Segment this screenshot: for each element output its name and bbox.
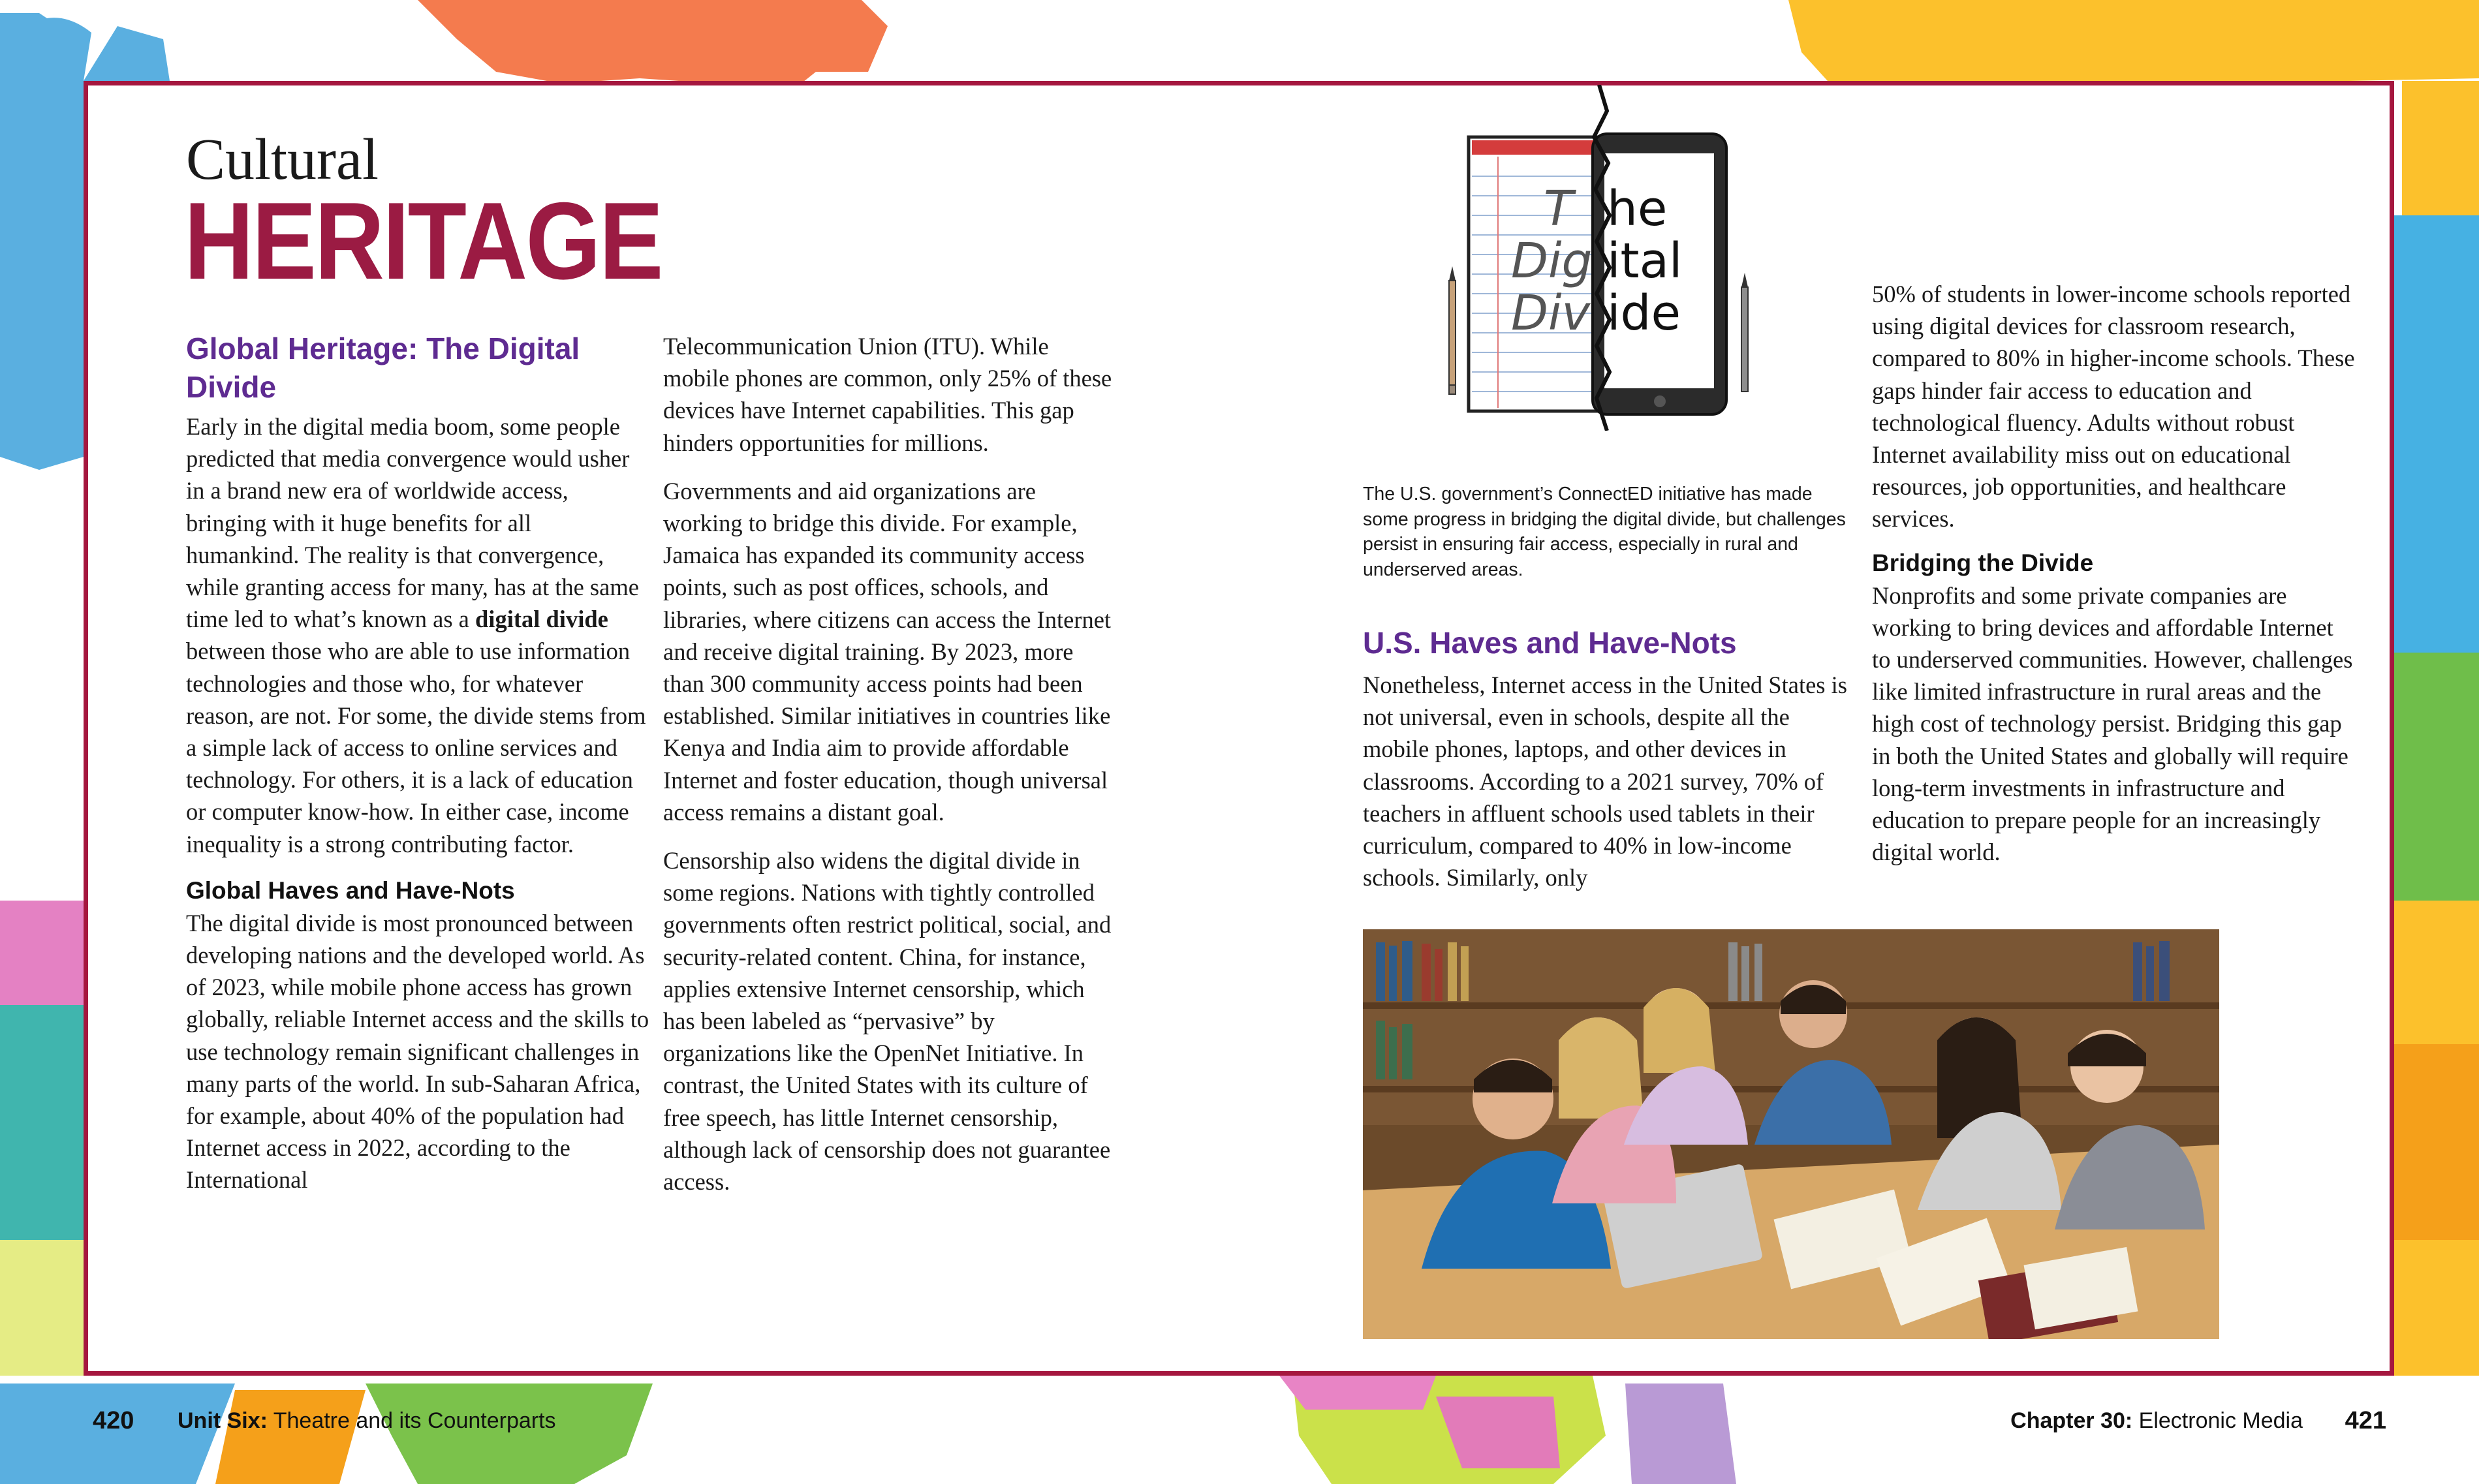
column-3 bbox=[1363, 624, 1849, 910]
column-1 bbox=[186, 330, 649, 1213]
footer-unit-label: Unit Six: bbox=[178, 1408, 268, 1433]
paragraph-students: 50% of students in lower-income schools reported using digital devices for classroom research, compared to 80% in higher-income schools. These gaps hinder fair access to education and technological fluency. Adults without robust Internet availability miss out on educational resources, job opportunities, and healthcare services. bbox=[1872, 281, 2355, 533]
paragraph-text: Early in the digital media boom, some people predicted that media convergence would usher in a brand new era of worldwide access, bringing with it huge benefits for all humankind. The reality is that convergence, while granting access for many, has at the same time led to what’s known as a bbox=[186, 413, 639, 633]
illustration-caption: The U.S. government’s ConnectED initiative has made some progress in bridging the digital divide, but challenges persist in ensuring fair access, especially in rural and underserved areas. bbox=[1363, 484, 1846, 580]
students-studying-photo bbox=[1363, 929, 2219, 1339]
paragraph-censorship: Censorship also widens the digital divide in some regions. Nations with tightly controlled governments often restrict political, social, and security-related content. China, for instance, applies extensive Internet censorship, which has been labeled as “pervasive” by organizations like the OpenNet Initiative. In contrast, the United States with its culture of free speech, has little Internet censorship, although lack of censorship does not guarantee access. bbox=[663, 847, 1112, 1196]
section-heading-us-haves: U.S. Haves and Have-Nots bbox=[1363, 626, 1737, 660]
pencil-icon bbox=[1449, 266, 1456, 394]
illustration-text-right: ide bbox=[1607, 285, 1681, 341]
map-region-yellow bbox=[1788, 0, 2479, 81]
column-2 bbox=[663, 330, 1120, 1214]
paragraph-text: between those who are able to use information technologies and those who, for whatever reason, are not. For some, the divide stems from a simple lack of access to online services and technology. For others, it is a lack of education or computer know-how. In either case, income inequality is a strong contributing factor. bbox=[186, 638, 646, 858]
illustration-text-left: Div bbox=[1511, 285, 1591, 341]
page-title: HERITAGE bbox=[184, 179, 662, 302]
illustration-text-right: ital bbox=[1607, 233, 1683, 289]
illustration-text-left: T bbox=[1544, 181, 1574, 237]
paragraph-digital-divide bbox=[186, 410, 649, 860]
paragraph-governments: Governments and aid organizations are working to bridge this divide. For example, Jamaica has expanded its community access points, such as post offices, schools, and libraries, where citizens can access the Internet and receive digital training. By 2023, more than 300 community access points had been established. Similar initiatives in countries like Kenya and India aim to provide affordable Internet and foster education, though universal access remains a distant goal. bbox=[663, 477, 1112, 826]
footer-chapter-label: Chapter 30: bbox=[2010, 1408, 2133, 1433]
footer-right bbox=[2010, 1410, 2303, 1432]
subheading-bridging: Bridging the Divide bbox=[1872, 549, 2094, 576]
paragraph-global-haves: The digital divide is most pronounced between developing nations and the developed world. As of 2023, while mobile phone access has grown globally, reliable Internet access and the skills to use technology remain significant challenges in many parts of the world. In sub-Saharan Africa, for example, about 40% of the population had Internet access in 2022, according to the International bbox=[186, 909, 649, 1194]
illustration-text-right: he bbox=[1607, 181, 1668, 237]
key-term-digital-divide: digital divide bbox=[475, 606, 608, 633]
page-number-right: 421 bbox=[2345, 1407, 2386, 1434]
page-kicker: Cultural bbox=[186, 127, 379, 192]
page-number-left: 420 bbox=[93, 1407, 134, 1434]
digital-divide-illustration bbox=[1436, 85, 1762, 431]
section-heading-global-heritage: Global Heritage: The Digital Divide bbox=[186, 332, 580, 404]
column-4 bbox=[1872, 278, 2355, 884]
footer-unit-title: Theatre and its Counterparts bbox=[267, 1408, 556, 1433]
paragraph-us-access: Nonetheless, Internet access in the United States is not universal, even in schools, despite all the mobile phones, laptops, and other devices in classrooms. According to a 2021 survey, 70% of teachers in affluent schools used tablets in their curriculum, compared to 40% in low-income schools. Similarly, only bbox=[1363, 672, 1847, 891]
footer-left bbox=[178, 1410, 556, 1432]
illustration-text-left: Dig bbox=[1511, 233, 1593, 289]
stylus-icon bbox=[1741, 273, 1748, 392]
paragraph-bridging: Nonprofits and some private companies are working to bring devices and affordable Internet to underserved communities. However, challenges like limited infrastructure in rural areas and the high cost of technology persist. Bridging this gap in both the United States and globally will require long-term investments in infrastructure and education to prepare people for an increasingly digital world. bbox=[1872, 581, 2353, 866]
footer-chapter-title: Electronic Media bbox=[2132, 1408, 2303, 1433]
paragraph-itu: Telecommunication Union (ITU). While mobile phones are common, only 25% of these devices have Internet capabilities. This gap hinders opportunities for millions. bbox=[663, 333, 1112, 456]
subheading-global-haves: Global Haves and Have-Nots bbox=[186, 876, 515, 904]
map-region-blue bbox=[0, 13, 84, 470]
